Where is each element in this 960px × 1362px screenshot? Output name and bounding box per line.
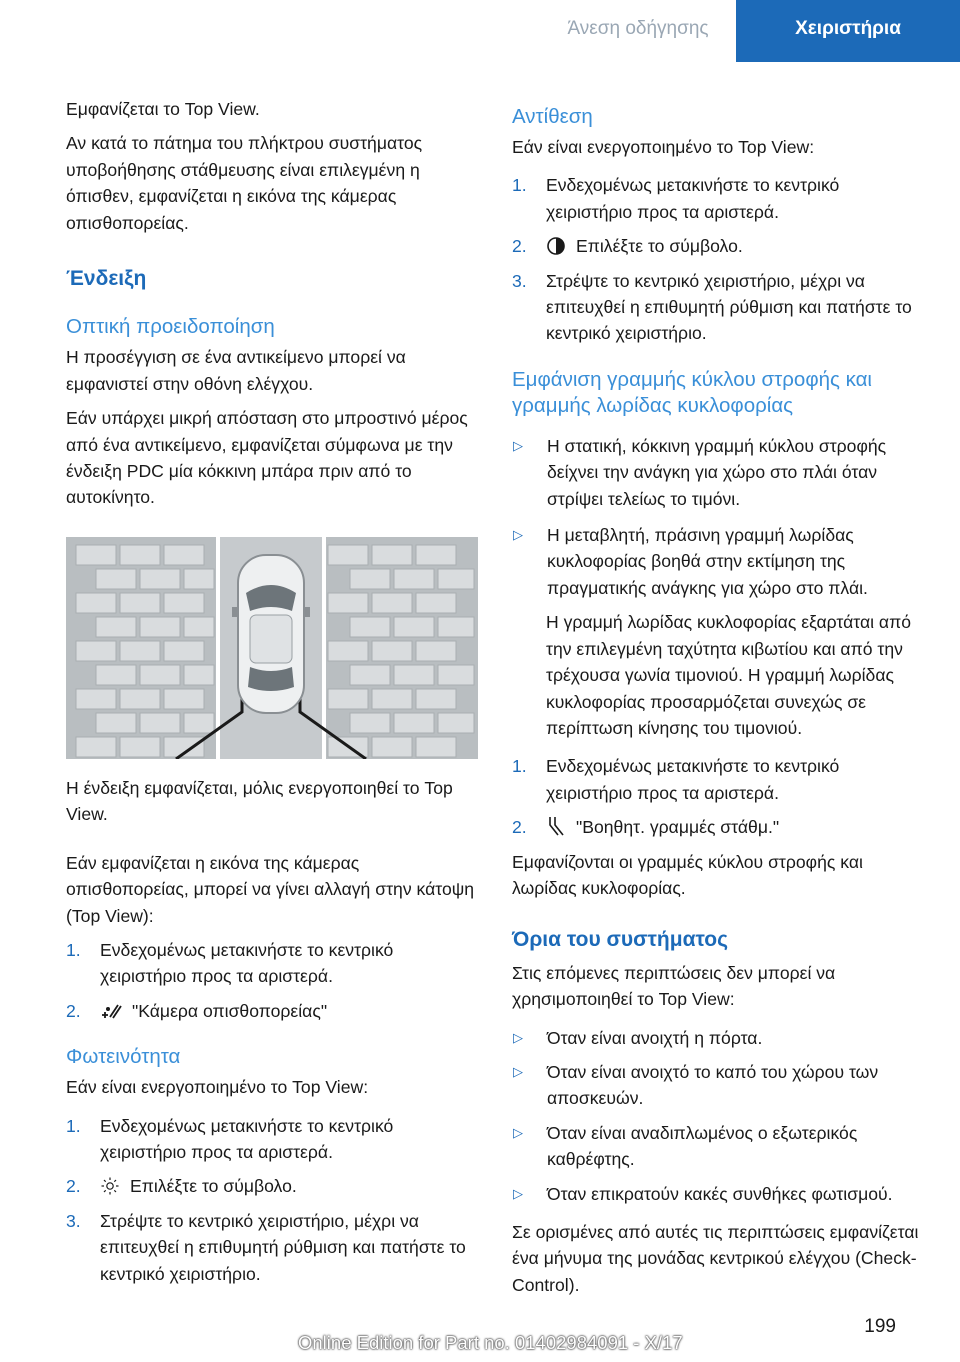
list-item [512, 522, 930, 601]
step-number: 3. [512, 270, 527, 291]
paragraph: Αν κατά το πάτημα του πλήκτρου συστήματος υποβοήθησης στάθμευσης είναι επιλεγμένη η όπισθεν, εμφανίζεται η εικόνα της κάμερας οπισθοπορείας. [66, 133, 423, 233]
bullets-guide-lines [512, 433, 930, 741]
bullet-text: Όταν επικρατούν κακές συνθήκες φωτισμού. [547, 1183, 893, 1204]
step-number: 2. [66, 1176, 81, 1197]
parking-guide-lines-icon [546, 815, 566, 837]
heading-system-limits: Όρια του συστήματος [512, 928, 729, 952]
list-item [512, 433, 930, 512]
step-number: 2. [512, 817, 527, 838]
paragraph: Εάν είναι ενεργοποιημένο το Top View: [512, 137, 815, 157]
step-number: 1. [512, 756, 527, 777]
header-tabs [540, 0, 960, 62]
bullets-system-limits [512, 1025, 930, 1207]
step-number: 2. [512, 236, 527, 257]
list-item [66, 998, 478, 1024]
step-number: 2. [66, 1000, 81, 1021]
bullet-icon: ▷ [513, 527, 523, 543]
right-column [512, 96, 930, 1306]
step-number: 1. [66, 939, 81, 960]
list-item [512, 753, 930, 806]
paragraph: Εμφανίζονται οι γραμμές κύκλου στροφής και λωρίδας κυκλοφορίας. [512, 851, 863, 898]
step-text: "Βοηθητ. γραμμές στάθμ." [576, 817, 780, 838]
left-column [66, 96, 478, 1299]
page-number: 199 [864, 1316, 896, 1337]
bullet-icon: ▷ [513, 1185, 523, 1201]
list-item [66, 1173, 478, 1199]
edition-watermark: Online Edition for Part no. 01402984091 - X/17 [298, 1332, 683, 1353]
bullet-icon: ▷ [513, 1124, 523, 1140]
bullet-text: Η στατική, κόκκινη γραμμή κύκλου στροφής δείχνει την ανάγκη για χώρο στο πλάι όταν στρίψει τελείως το τιμόνι. [547, 435, 887, 509]
brightness-icon [100, 1176, 120, 1196]
heading-optical-warning: Οπτική προειδοποίηση [66, 315, 275, 339]
paragraph: Εάν είναι ενεργοποιημένο το Top View: [66, 1077, 369, 1098]
list-item [512, 1059, 930, 1112]
heading-indication: Ένδειξη [66, 267, 147, 291]
list-item [512, 1181, 930, 1207]
step-text: Ενδεχομένως μετακινήστε το κεντρικό χειριστήριο προς τα αριστερά. [546, 175, 840, 222]
paragraph: Εάν εμφανίζεται η εικόνα της κάμερας οπισθοπορείας, μπορεί να γίνει αλλαγή στην κάτοψη (Top View): [66, 852, 475, 926]
bullet-text: Όταν είναι ανοιχτή η πόρτα. [547, 1027, 763, 1048]
top-view-camera-icon [100, 1001, 122, 1021]
step-text: Ενδεχομένως μετακινήστε το κεντρικό χειριστήριο προς τα αριστερά. [546, 756, 840, 803]
paragraph: Εάν υπάρχει μικρή απόσταση στο μπροστινό μέρος από ένα αντικείμενο, εμφανίζεται σύμφωνα με την ένδειξη PDC μία κόκκινη μπάρα πριν από το αυτοκίνητο. [66, 408, 468, 508]
step-text: Στρέψτε το κεντρικό χειριστήριο, μέχρι να επιτευχθεί η επιθυμητή ρύθμιση και πατήστε το κεντρικό χειριστήριο. [100, 1210, 466, 1284]
step-number: 3. [66, 1210, 81, 1231]
step-text: "Κάμερα οπισθοπορείας" [132, 1000, 328, 1021]
paragraph: Εμφανίζεται το Top View. [66, 99, 260, 119]
chapter-tab[interactable]: Χειριστήρια [736, 0, 960, 62]
list-item [512, 268, 930, 347]
heading-brightness: Φωτεινότητα [66, 1045, 181, 1069]
paragraph: Η προσέγγιση σε ένα αντικείμενο μπορεί να εμφανιστεί στην οθόνη ελέγχου. [66, 347, 406, 394]
heading-guide-lines: Εμφάνιση γραμμής κύκλου στροφής και γραμμής λωρίδας κυκλοφορίας [512, 367, 872, 417]
step-number: 1. [512, 175, 527, 196]
bullet-text: Όταν είναι αναδιπλωμένος ο εξωτερικός καθρέφτης. [547, 1122, 858, 1170]
step-text: Στρέψτε το κεντρικό χειριστήριο, μέχρι να επιτευχθεί η επιθυμητή ρύθμιση και πατήστε το κεντρικό χειριστήριο. [546, 270, 912, 344]
section-tab[interactable]: Άνεση οδήγησης [540, 0, 736, 62]
paragraph: Στις επόμενες περιπτώσεις δεν μπορεί να χρησιμοποιηθεί το Top View: [512, 962, 836, 1010]
step-number: 1. [66, 1115, 81, 1136]
top-view-illustration [66, 537, 478, 759]
image-caption: Η ένδειξη εμφανίζεται, μόλις ενεργοποιηθεί το Top View. [66, 777, 453, 825]
list-item [66, 1208, 478, 1287]
list-item [66, 937, 478, 990]
bullet-icon: ▷ [513, 437, 523, 453]
list-item [512, 233, 930, 259]
steps-list-contrast [512, 172, 930, 346]
steps-list-guide-lines [512, 753, 930, 840]
step-text: Επιλέξτε το σύμβολο. [130, 1176, 297, 1197]
list-item [512, 1120, 930, 1173]
bullet-text: Όταν είναι ανοιχτό το καπό του χώρου των αποσκευών. [547, 1061, 879, 1109]
list-item [512, 1025, 930, 1051]
bullet-text: Η μεταβλητή, πράσινη γραμμή λωρίδας κυκλοφορίας βοηθά στην εκτίμηση της πραγματικής ανάγκης για χώρο στο πλάι. [547, 525, 868, 598]
bullet-subparagraph: Η γραμμή λωρίδας κυκλοφορίας εξαρτάται από την επιλεγμένη ταχύτητα κιβωτίου και από την τρέχουσα γωνία τιμονιού. Η γραμμή λωρίδας κυκλοφορίας προσαρμόζεται συνεχώς σε περίπτωση κίνησης του τιμονιού. [546, 612, 912, 738]
steps-list-brightness [66, 1113, 478, 1287]
bullet-icon: ▷ [513, 1029, 523, 1045]
contrast-icon [546, 236, 566, 256]
list-item [66, 1113, 478, 1166]
heading-contrast: Αντίθεση [512, 105, 593, 128]
list-item [512, 814, 930, 840]
paragraph: Σε ορισμένες από αυτές τις περιπτώσεις εμφανίζεται ένα μήνυμα της μονάδας κεντρικού ελέγχου (Check-Control). [512, 1222, 919, 1295]
list-item [512, 172, 930, 225]
step-text: Ενδεχομένως μετακινήστε το κεντρικό χειριστήριο προς τα αριστερά. [100, 1115, 394, 1162]
step-text: Επιλέξτε το σύμβολο. [576, 236, 743, 257]
bullet-icon: ▷ [513, 1063, 523, 1079]
step-text: Ενδεχομένως μετακινήστε το κεντρικό χειριστήριο προς τα αριστερά. [100, 939, 394, 987]
steps-list-camera [66, 937, 478, 1024]
